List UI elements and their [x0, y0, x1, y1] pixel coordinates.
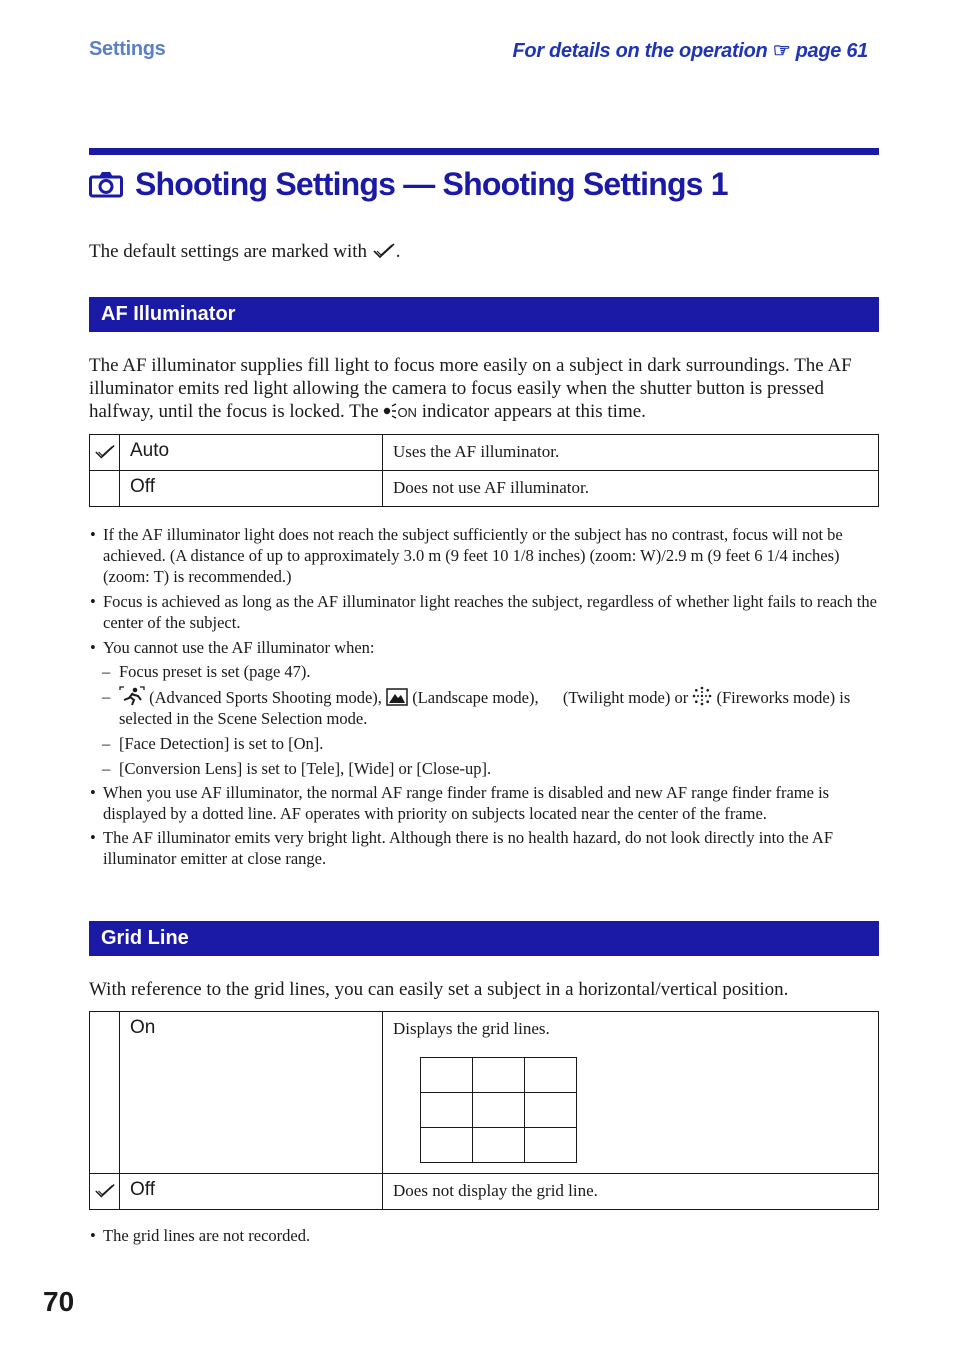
default-mark-cell	[90, 435, 120, 471]
list-item: – [Conversion Lens] is set to [Tele], [Wide] or [Close-up].	[89, 758, 879, 779]
checkmark-icon	[94, 1182, 116, 1200]
pointing-hand-icon: ☞	[772, 40, 791, 62]
page-title-text: Shooting Settings — Shooting Settings 1	[135, 165, 728, 202]
operation-ref-page[interactable]: page 61	[795, 40, 868, 62]
option-desc-off: Does not display the grid line.	[383, 1174, 879, 1210]
af-illuminator-notes	[89, 524, 879, 869]
list-item: • When you use AF illuminator, the normal AF range finder frame is disabled and new AF range finder frame is displayed by a dotted line. AF operates with priority on subjects located near the center of the frame.	[89, 782, 879, 824]
list-item: • The AF illuminator emits very bright light. Although there is no health hazard, do not look directly into the AF illuminator emitter at close range.	[89, 827, 879, 869]
grid-line-options-table	[89, 1011, 879, 1210]
page-number: 70	[43, 1286, 75, 1317]
option-label-off: Off	[120, 471, 383, 507]
default-note-text: The default settings are marked with	[89, 241, 368, 262]
option-desc-auto: Uses the AF illuminator.	[383, 435, 879, 471]
twilight-icon	[543, 688, 559, 706]
option-label-on: On	[120, 1012, 383, 1174]
af-illuminator-intro	[89, 354, 884, 424]
default-note-suffix: .	[395, 241, 401, 262]
default-note	[89, 241, 401, 263]
sports-mode-text: (Advanced Sports Shooting mode),	[149, 688, 382, 707]
list-item	[89, 686, 879, 729]
section-heading-grid-line: Grid Line	[89, 921, 879, 956]
af-icon-sub: ON	[397, 405, 417, 420]
list-item: – [Face Detection] is set to [On].	[89, 733, 879, 754]
landscape-icon	[386, 688, 408, 706]
option-desc-on: Displays the grid lines.	[383, 1012, 879, 1174]
landscape-mode-text: (Landscape mode),	[412, 688, 539, 707]
grid-line-notes	[89, 1225, 879, 1246]
option-label-off: Off	[120, 1174, 383, 1210]
option-row-off	[90, 471, 879, 507]
list-item: • You cannot use the AF illuminator when:	[89, 637, 879, 658]
af-illuminator-intro-end: indicator appears at this time.	[421, 401, 646, 422]
grid-sample-illustration	[420, 1057, 577, 1163]
list-item: • If the AF illuminator light does not reach the subject sufficiently or the subject has no contrast, focus will not be achieved. (A distance of up to approximately 3.0 m (9 feet 10 1/8 inches) (zoom: W)/2.9 m (9 feet 6 1/4 inches) (zoom: T) is recommended.)	[89, 524, 879, 587]
list-item: • The grid lines are not recorded.	[89, 1225, 879, 1246]
list-item: – Focus preset is set (page 47).	[89, 661, 879, 682]
title-rule	[89, 148, 879, 155]
operation-ref-prefix: For details on the operation	[512, 40, 768, 62]
header-section-label: Settings	[89, 38, 166, 60]
page-title	[89, 162, 728, 206]
section-heading-af-illuminator: AF Illuminator	[89, 297, 879, 332]
checkmark-icon	[372, 242, 396, 260]
option-row-on	[90, 1012, 879, 1174]
advanced-sports-icon	[119, 686, 145, 706]
checkmark-icon	[94, 443, 116, 461]
grid-line-intro: With reference to the grid lines, you can easily set a subject in a horizontal/vertical position.	[89, 979, 789, 1000]
default-mark-cell	[90, 1174, 120, 1210]
af-illuminator-icon	[383, 401, 421, 422]
option-row-auto	[90, 435, 879, 471]
af-illuminator-intro-text: The AF illuminator supplies fill light to focus more easily on a subject in dark surroundings. The AF illuminator emits red light allowing the camera to focus easily when the shutter button is pressed halfway, until the focus is locked. The	[89, 355, 852, 422]
af-illuminator-options-table	[89, 434, 879, 507]
option-label-auto: Auto	[120, 435, 383, 471]
default-mark-cell	[90, 1012, 120, 1174]
fireworks-mode-text: (Fireworks mode) is selected in the Scene Selection mode.	[119, 688, 851, 728]
default-mark-cell	[90, 471, 120, 507]
header-operation-reference[interactable]	[512, 38, 868, 63]
twilight-mode-text: (Twilight mode) or	[562, 688, 689, 707]
option-desc-off: Does not use AF illuminator.	[383, 471, 879, 507]
camera-icon	[89, 170, 123, 198]
list-item: • Focus is achieved as long as the AF illuminator light reaches the subject, regardless of whether light fails to reach the center of the subject.	[89, 591, 879, 633]
fireworks-icon	[692, 686, 712, 706]
option-row-off	[90, 1174, 879, 1210]
